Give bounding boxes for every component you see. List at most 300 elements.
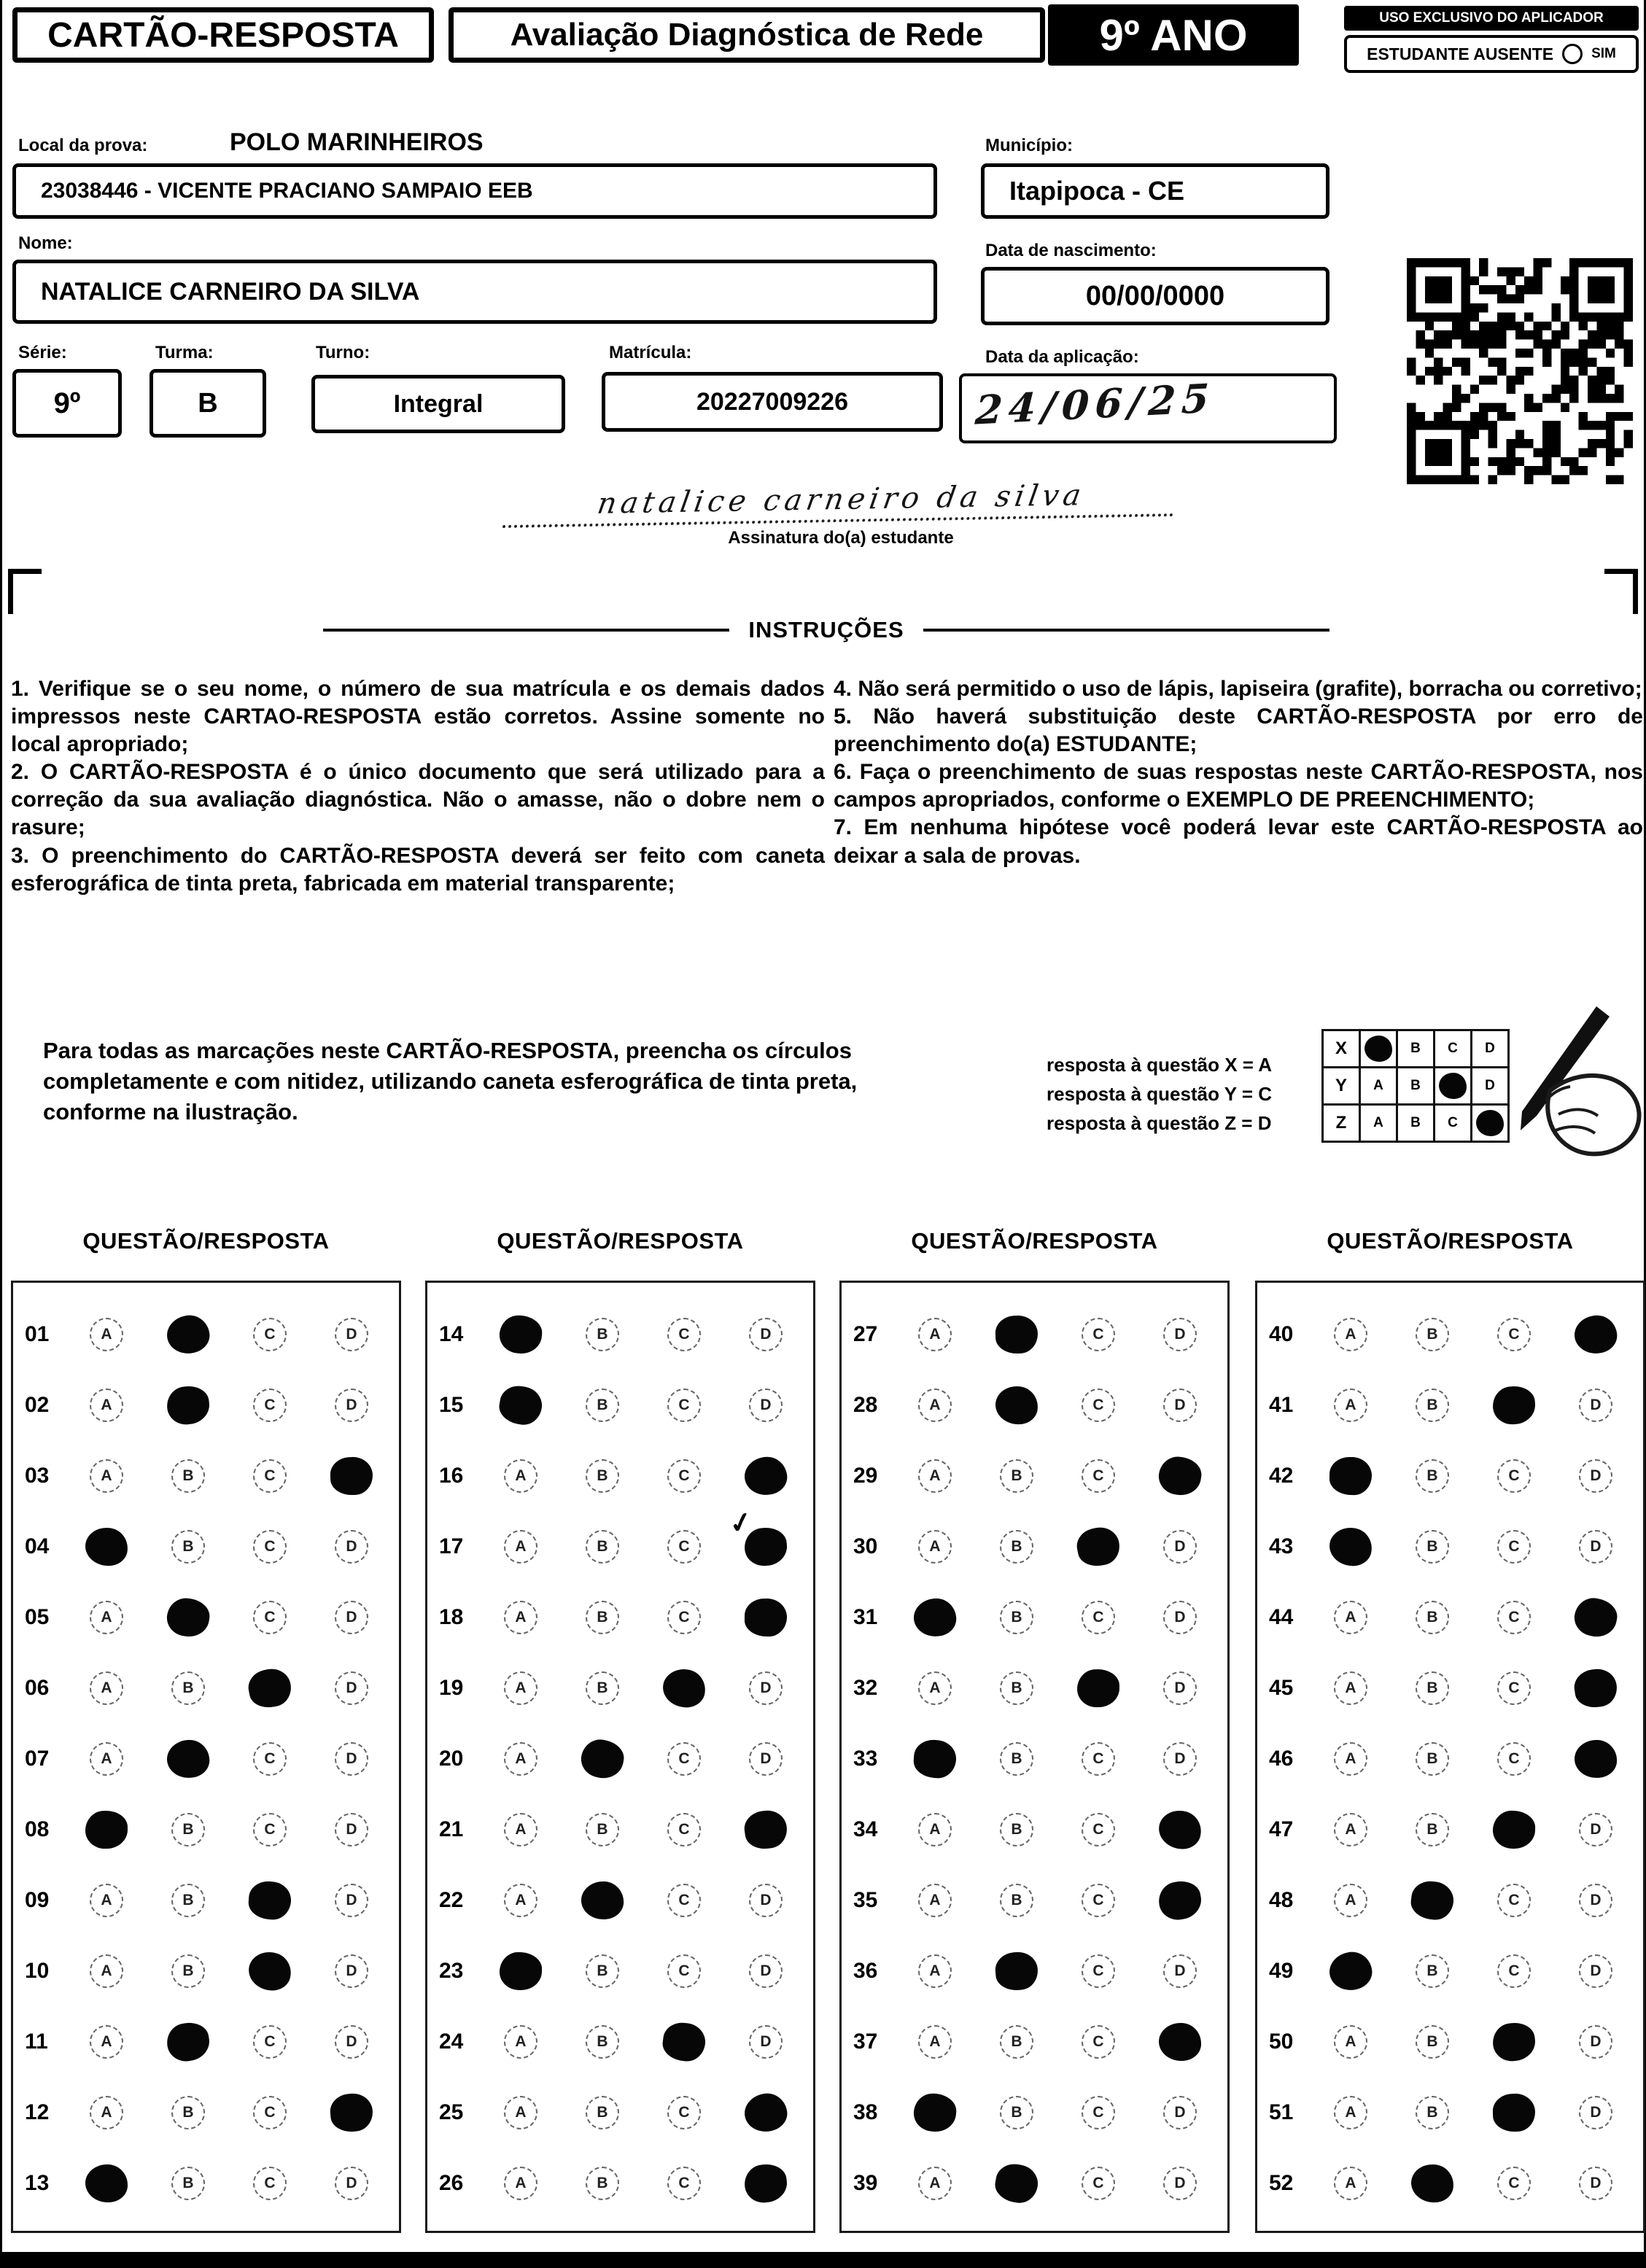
bubble-cell	[311, 2148, 392, 2218]
bubble-b[interactable]: B	[586, 1530, 619, 1564]
bubble-a[interactable]: A	[918, 1318, 952, 1351]
applicator-only-bar: USO EXCLUSIVO DO APLICADOR	[1344, 6, 1639, 31]
bubble-b[interactable]: B	[1416, 1954, 1449, 1988]
answer-row	[1257, 1723, 1643, 1794]
bubble-d[interactable]: D	[335, 1671, 368, 1705]
filled-bubble-b[interactable]	[164, 2019, 212, 2064]
bubble-a[interactable]: A	[90, 1671, 123, 1705]
bubble-c[interactable]: C	[667, 1884, 701, 1917]
absent-bubble[interactable]	[1562, 44, 1583, 64]
bubble-b[interactable]: B	[1416, 1742, 1449, 1776]
filled-bubble-c[interactable]	[1492, 1810, 1536, 1849]
bubble-a[interactable]: A	[90, 2025, 123, 2059]
filled-bubble-d[interactable]	[329, 2092, 374, 2133]
bubble-cell	[894, 1794, 976, 1865]
filled-bubble-d[interactable]	[742, 1808, 790, 1852]
question-number: 51	[1269, 2100, 1294, 2124]
bubble-c[interactable]: C	[667, 1742, 701, 1776]
bubble-b[interactable]: B	[1416, 1459, 1449, 1493]
local-label: Local da prova:	[18, 136, 148, 155]
filled-bubble-a[interactable]	[1329, 1456, 1373, 1495]
bubble-d[interactable]: D	[335, 1318, 368, 1351]
bubble-cell	[147, 2148, 229, 2218]
aplicacao-label: Data da aplicação:	[985, 347, 1139, 367]
bubble-cell	[1555, 2006, 1637, 2077]
bubble-b[interactable]: B	[1000, 1884, 1033, 1917]
bubble-c[interactable]: C	[667, 1459, 701, 1493]
hand-icon	[1548, 1076, 1639, 1154]
filled-bubble-a[interactable]	[85, 1810, 128, 1849]
filled-bubble-a[interactable]	[497, 1383, 545, 1427]
filled-bubble-b[interactable]	[995, 1315, 1039, 1354]
bubble-b[interactable]: B	[1416, 1601, 1449, 1634]
bubble-d[interactable]: D	[1579, 1954, 1612, 1988]
question-number: 35	[853, 1887, 878, 1912]
bubble-cell	[1139, 1511, 1221, 1582]
answer-row	[427, 1794, 813, 1865]
filled-bubble-a[interactable]	[912, 2092, 958, 2133]
filled-bubble-d[interactable]	[742, 2162, 789, 2205]
bubble-cell	[643, 1794, 725, 1865]
bubble-d[interactable]: D	[335, 1813, 368, 1846]
filled-bubble-d[interactable]	[1572, 1312, 1619, 1356]
bubble-c[interactable]: C	[253, 2096, 287, 2129]
bubble-c[interactable]: C	[667, 2096, 701, 2129]
bubble-a[interactable]: A	[504, 1530, 537, 1564]
bubble-cell	[562, 1370, 643, 1440]
bubble-a[interactable]: A	[504, 2167, 537, 2200]
bubble-c[interactable]: C	[253, 1459, 287, 1493]
example-filled-bubble	[1476, 1110, 1504, 1136]
bubble-a[interactable]: A	[1334, 2167, 1367, 2200]
answer-row	[842, 2077, 1227, 2148]
bubble-d[interactable]: D	[335, 1601, 368, 1634]
bubble-cell	[643, 1865, 725, 1935]
filled-bubble-d[interactable]	[1157, 1454, 1204, 1498]
bubble-c[interactable]: C	[667, 1530, 701, 1564]
filled-bubble-c[interactable]	[1491, 2020, 1537, 2063]
bubble-a[interactable]: A	[1334, 2096, 1367, 2129]
bubble-d[interactable]: D	[335, 1742, 368, 1776]
answer-row	[427, 1653, 813, 1723]
bubble-b[interactable]: B	[171, 1459, 205, 1493]
filled-bubble-d[interactable]	[330, 1456, 373, 1496]
bubble-cell	[562, 1653, 643, 1723]
bubble-a[interactable]: A	[918, 1459, 952, 1493]
bubble-cell	[562, 1440, 643, 1511]
bubble-cell	[1139, 1370, 1221, 1440]
bubble-d[interactable]: D	[335, 1530, 368, 1564]
bubble-b[interactable]: B	[1000, 1459, 1033, 1493]
bubble-a[interactable]: A	[918, 1671, 952, 1705]
question-number: 03	[25, 1463, 50, 1488]
bubble-d[interactable]: D	[1579, 2167, 1612, 2200]
bubble-d[interactable]: D	[1579, 1530, 1612, 1564]
question-number: 47	[1269, 1817, 1294, 1841]
bubble-c[interactable]: C	[1082, 2096, 1115, 2129]
bubble-cell	[643, 2006, 725, 2077]
bubble-c[interactable]: C	[1497, 1884, 1531, 1917]
bubble-a[interactable]: A	[90, 1459, 123, 1493]
filled-bubble-a[interactable]	[85, 1526, 129, 1566]
answer-row	[13, 2148, 399, 2218]
bubble-cell	[976, 1511, 1057, 1582]
bubble-c[interactable]: C	[667, 1813, 701, 1846]
bubble-a[interactable]: A	[504, 2025, 537, 2059]
question-number: 15	[439, 1392, 464, 1417]
bubble-cell	[1310, 1582, 1391, 1653]
bubble-c[interactable]: C	[667, 2167, 701, 2200]
bubble-b[interactable]: B	[171, 1884, 205, 1917]
answer-row	[1257, 1653, 1643, 1723]
example-option-cell: D	[1470, 1029, 1510, 1068]
filled-bubble-b[interactable]	[165, 1596, 212, 1639]
bubble-d[interactable]: D	[749, 1318, 783, 1351]
bubble-c[interactable]: C	[253, 1318, 287, 1351]
bubble-c[interactable]: C	[667, 1601, 701, 1634]
question-number: 21	[439, 1817, 464, 1841]
bubble-d[interactable]: D	[1579, 2025, 1612, 2059]
bubble-c[interactable]: C	[667, 1954, 701, 1988]
bubble-c[interactable]: C	[1497, 1318, 1531, 1351]
bubble-d[interactable]: D	[1579, 2096, 1612, 2129]
filled-bubble-d[interactable]	[1156, 1807, 1203, 1851]
bubble-b[interactable]: B	[1000, 1813, 1033, 1846]
question-number: 20	[439, 1746, 464, 1771]
filled-bubble-d[interactable]	[1574, 1739, 1618, 1779]
bubble-c[interactable]: C	[1497, 1671, 1531, 1705]
bubble-cell	[1555, 1440, 1637, 1511]
question-number: 23	[439, 1958, 464, 1983]
answer-row	[1257, 2006, 1643, 2077]
instruction-item: 6. Faça o preenchimento de suas respostas neste CARTÃO-RESPOSTA, nos campos apropriados, conforme o EXEMPLO DE PREENCHIMENTO;	[834, 760, 1643, 812]
bubble-b[interactable]: B	[171, 1671, 205, 1705]
bubble-a[interactable]: A	[90, 2096, 123, 2129]
filled-bubble-b[interactable]	[165, 1738, 211, 1780]
turma-field	[150, 369, 266, 438]
bubble-d[interactable]: D	[1579, 1884, 1612, 1917]
bubble-a[interactable]: A	[504, 1742, 537, 1776]
filled-bubble-b[interactable]	[581, 1880, 625, 1920]
bubble-a[interactable]: A	[1334, 1884, 1367, 1917]
filled-bubble-c[interactable]	[661, 1667, 707, 1709]
answer-column-4	[1255, 1281, 1645, 2233]
filled-bubble-b[interactable]	[994, 1950, 1039, 1992]
bubble-b[interactable]: B	[586, 1389, 619, 1422]
bubble-a[interactable]: A	[504, 1884, 537, 1917]
bubble-a[interactable]: A	[504, 1601, 537, 1634]
bubble-c[interactable]: C	[253, 2025, 287, 2059]
question-number: 33	[853, 1746, 878, 1771]
bubble-c[interactable]: C	[253, 2167, 287, 2200]
matricula-label: Matrícula:	[609, 343, 692, 362]
bubble-a[interactable]: A	[90, 1389, 123, 1422]
bubble-b[interactable]: B	[171, 1954, 205, 1988]
bubble-cell	[66, 1582, 147, 1653]
bubble-a[interactable]: A	[504, 1813, 537, 1846]
bubble-a[interactable]: A	[918, 1884, 952, 1917]
filled-bubble-b[interactable]	[1409, 1879, 1456, 1922]
bubble-a[interactable]: A	[504, 2096, 537, 2129]
bubble-d[interactable]: D	[335, 1884, 368, 1917]
bubble-b[interactable]: B	[586, 1671, 619, 1705]
bubble-c[interactable]: C	[1497, 1530, 1531, 1564]
filled-bubble-a[interactable]	[498, 1313, 543, 1355]
bubble-a[interactable]: A	[90, 1884, 123, 1917]
bubble-d[interactable]: D	[1163, 2096, 1197, 2129]
filled-bubble-d[interactable]	[1159, 2023, 1201, 2061]
bubble-a[interactable]: A	[918, 1813, 952, 1846]
filled-bubble-b[interactable]	[995, 1385, 1039, 1425]
bubble-c[interactable]: C	[253, 1813, 287, 1846]
bubble-c[interactable]: C	[1497, 2167, 1531, 2200]
filled-bubble-d[interactable]	[1156, 1878, 1204, 1922]
bubble-cell	[1555, 1511, 1637, 1582]
bubble-a[interactable]: A	[918, 2025, 952, 2059]
answer-row	[842, 1653, 1227, 1723]
bubble-b[interactable]: B	[1000, 1601, 1033, 1634]
bubble-c[interactable]: C	[253, 1389, 287, 1422]
bubble-b[interactable]: B	[1000, 2025, 1033, 2059]
bubble-a[interactable]: A	[90, 1601, 123, 1634]
bubble-b[interactable]: B	[1416, 1530, 1449, 1564]
bubble-a[interactable]: A	[90, 1742, 123, 1776]
bubble-c[interactable]: C	[1497, 1954, 1531, 1988]
bubble-a[interactable]: A	[1334, 1671, 1367, 1705]
bubble-d[interactable]: D	[335, 2025, 368, 2059]
filled-bubble-b[interactable]	[165, 1383, 211, 1426]
bubble-c[interactable]: C	[1082, 1318, 1115, 1351]
bubble-d[interactable]: D	[335, 1389, 368, 1422]
bubble-b[interactable]: B	[1416, 1671, 1449, 1705]
example-option-cell	[1359, 1029, 1398, 1068]
bubble-cell	[1391, 1794, 1473, 1865]
filled-bubble-b[interactable]	[993, 2161, 1041, 2205]
bubble-b[interactable]: B	[586, 2025, 619, 2059]
bubble-d[interactable]: D	[749, 1671, 783, 1705]
bubble-cell	[1391, 1440, 1473, 1511]
bubble-c[interactable]: C	[1082, 1954, 1115, 1988]
bubble-cell	[229, 2077, 311, 2148]
bubble-cell	[1473, 1794, 1555, 1865]
bubble-cell	[725, 2077, 807, 2148]
filled-bubble-c[interactable]	[1077, 1669, 1120, 1707]
question-number: 27	[853, 1321, 878, 1346]
bubble-d[interactable]: D	[1579, 1389, 1612, 1422]
bubble-b[interactable]: B	[1416, 1389, 1449, 1422]
filled-bubble-a[interactable]	[499, 1952, 543, 1991]
bubble-b[interactable]: B	[1000, 1671, 1033, 1705]
bubble-d[interactable]: D	[1163, 1389, 1197, 1422]
bubble-b[interactable]: B	[586, 1813, 619, 1846]
bubble-b[interactable]: B	[586, 1601, 619, 1634]
question-number: 07	[25, 1746, 50, 1771]
bubble-b[interactable]: B	[1000, 1742, 1033, 1776]
bubble-b[interactable]: B	[1000, 2096, 1033, 2129]
bubble-d[interactable]: D	[749, 2025, 783, 2059]
bubble-cell	[1555, 1794, 1637, 1865]
bubble-cell	[1391, 2148, 1473, 2218]
bubble-c[interactable]: C	[1082, 1884, 1115, 1917]
bubble-a[interactable]: A	[1334, 1813, 1367, 1846]
school-field	[12, 163, 937, 219]
rule-line	[323, 629, 729, 632]
bubble-cell	[1555, 1723, 1637, 1794]
bubble-a[interactable]: A	[918, 1530, 952, 1564]
bubble-cell	[480, 1653, 562, 1723]
bubble-c[interactable]: C	[1497, 1742, 1531, 1776]
bubble-cell	[66, 2006, 147, 2077]
question-number: 12	[25, 2100, 50, 2124]
answer-row	[1257, 1370, 1643, 1440]
bubble-b[interactable]: B	[171, 1530, 205, 1564]
bubble-c[interactable]: C	[1082, 2167, 1115, 2200]
filled-bubble-d[interactable]	[1572, 1594, 1620, 1639]
question-number: 52	[1269, 2170, 1294, 2195]
filled-bubble-c[interactable]	[1074, 1523, 1123, 1569]
bubble-a[interactable]: A	[90, 1954, 123, 1988]
bubble-d[interactable]: D	[1163, 1742, 1197, 1776]
bubble-b[interactable]: B	[586, 1954, 619, 1988]
bubble-d[interactable]: D	[335, 2167, 368, 2200]
bubble-c[interactable]: C	[1082, 2025, 1115, 2059]
filled-bubble-a[interactable]	[1326, 1948, 1375, 1994]
bubble-cell	[725, 1582, 807, 1653]
bubble-b[interactable]: B	[171, 2167, 205, 2200]
answer-column-1	[11, 1281, 401, 2233]
filled-bubble-d[interactable]	[1572, 1666, 1620, 1710]
bubble-c[interactable]: C	[1497, 1459, 1531, 1493]
bubble-c[interactable]: C	[253, 1530, 287, 1564]
bubble-cell	[1057, 1440, 1139, 1511]
filled-bubble-a[interactable]	[912, 1739, 957, 1779]
bubble-a[interactable]: A	[1334, 1389, 1367, 1422]
bubble-d[interactable]: D	[1163, 1671, 1197, 1705]
filled-bubble-d[interactable]	[741, 2089, 791, 2135]
question-response-header-2: QUESTÃO/RESPOSTA	[497, 1228, 744, 1254]
filled-bubble-b[interactable]	[1410, 2163, 1455, 2203]
answer-row	[427, 1865, 813, 1935]
bubble-b[interactable]: B	[171, 2096, 205, 2129]
bubble-d[interactable]: D	[1579, 1813, 1612, 1846]
bubble-a[interactable]: A	[918, 1954, 952, 1988]
bubble-cell	[894, 2148, 976, 2218]
bubble-d[interactable]: D	[749, 1884, 783, 1917]
bubble-b[interactable]: B	[1416, 2096, 1449, 2129]
filled-bubble-c[interactable]	[1492, 2093, 1536, 2132]
bubble-a[interactable]: A	[1334, 1601, 1367, 1634]
check-mark: ✓	[726, 1506, 756, 1541]
bubble-d[interactable]: D	[749, 1389, 783, 1422]
bubble-d[interactable]: D	[1163, 1318, 1197, 1351]
bubble-a[interactable]: A	[918, 1389, 952, 1422]
bubble-c[interactable]: C	[1082, 1813, 1115, 1846]
bubble-d[interactable]: D	[1579, 1459, 1612, 1493]
filled-bubble-a[interactable]	[1327, 1526, 1373, 1568]
filled-bubble-c[interactable]	[247, 1880, 292, 1921]
bubble-d[interactable]: D	[1163, 2167, 1197, 2200]
bubble-d[interactable]: D	[1163, 1530, 1197, 1564]
bubble-cell	[562, 1511, 643, 1582]
bubble-cell	[229, 1370, 311, 1440]
bubble-c[interactable]: C	[1082, 1459, 1115, 1493]
question-number: 40	[1269, 1321, 1294, 1346]
bubble-cell	[229, 2006, 311, 2077]
bubble-b[interactable]: B	[586, 2096, 619, 2129]
example-row	[1324, 1031, 1510, 1068]
question-number: 34	[853, 1817, 878, 1841]
bubble-c[interactable]: C	[1497, 1601, 1531, 1634]
bubble-d[interactable]: D	[749, 1954, 783, 1988]
question-number: 48	[1269, 1887, 1294, 1912]
example-label: resposta à questão Z = D	[1047, 1112, 1272, 1134]
filled-bubble-a[interactable]	[85, 2164, 128, 2202]
bubble-cell	[480, 1935, 562, 2006]
bubble-c[interactable]: C	[1082, 1389, 1115, 1422]
bubble-b[interactable]: B	[171, 1813, 205, 1846]
bubble-c[interactable]: C	[253, 1601, 287, 1634]
bubble-a[interactable]: A	[1334, 1742, 1367, 1776]
bubble-b[interactable]: B	[586, 2167, 619, 2200]
example-question-key: Z	[1321, 1103, 1361, 1143]
bubble-a[interactable]: A	[1334, 2025, 1367, 2059]
filled-bubble-b[interactable]	[163, 1311, 213, 1357]
filled-bubble-c[interactable]	[661, 2020, 707, 2063]
bubble-cell	[894, 1440, 976, 1511]
bubble-d[interactable]: D	[749, 1742, 783, 1776]
bubble-b[interactable]: B	[1000, 1530, 1033, 1564]
bubble-cell	[976, 1370, 1057, 1440]
bubble-a[interactable]: A	[504, 1671, 537, 1705]
bubble-a[interactable]: A	[918, 2167, 952, 2200]
bubble-b[interactable]: B	[586, 1318, 619, 1351]
bubble-d[interactable]: D	[1163, 1601, 1197, 1634]
bubble-c[interactable]: C	[253, 1742, 287, 1776]
question-number: 50	[1269, 2029, 1294, 2054]
bubble-d[interactable]: D	[1163, 1954, 1197, 1988]
bubble-b[interactable]: B	[1416, 2025, 1449, 2059]
bubble-cell	[562, 2006, 643, 2077]
filled-bubble-b[interactable]	[578, 1736, 627, 1781]
grade-badge: 9º ANO	[1048, 4, 1299, 66]
filled-bubble-c[interactable]	[246, 1665, 295, 1710]
example-label: resposta à questão Y = C	[1047, 1083, 1273, 1105]
filled-bubble-c[interactable]	[1491, 1385, 1536, 1426]
bubble-c[interactable]: C	[1082, 1601, 1115, 1634]
bubble-b[interactable]: B	[586, 1459, 619, 1493]
bubble-cell	[147, 2006, 229, 2077]
bubble-cell	[229, 1794, 311, 1865]
bubble-cell	[147, 1440, 229, 1511]
bubble-b[interactable]: B	[1416, 1813, 1449, 1846]
bubble-cell	[562, 2148, 643, 2218]
filled-bubble-a[interactable]	[912, 1596, 958, 1639]
bubble-cell	[1310, 1511, 1391, 1582]
bubble-cell	[1057, 2148, 1139, 2218]
bubble-c[interactable]: C	[1082, 1742, 1115, 1776]
filled-bubble-c[interactable]	[246, 1949, 293, 1992]
bubble-b[interactable]: B	[1416, 1318, 1449, 1351]
bubble-d[interactable]: D	[335, 1954, 368, 1988]
bubble-a[interactable]: A	[504, 1459, 537, 1493]
bubble-c[interactable]: C	[667, 1389, 701, 1422]
filled-bubble-d[interactable]	[745, 1598, 788, 1636]
bubble-a[interactable]: A	[90, 1318, 123, 1351]
bubble-c[interactable]: C	[667, 1318, 701, 1351]
bubble-a[interactable]: A	[1334, 1318, 1367, 1351]
filled-bubble-d[interactable]	[742, 1453, 789, 1497]
bubble-cell	[229, 1440, 311, 1511]
